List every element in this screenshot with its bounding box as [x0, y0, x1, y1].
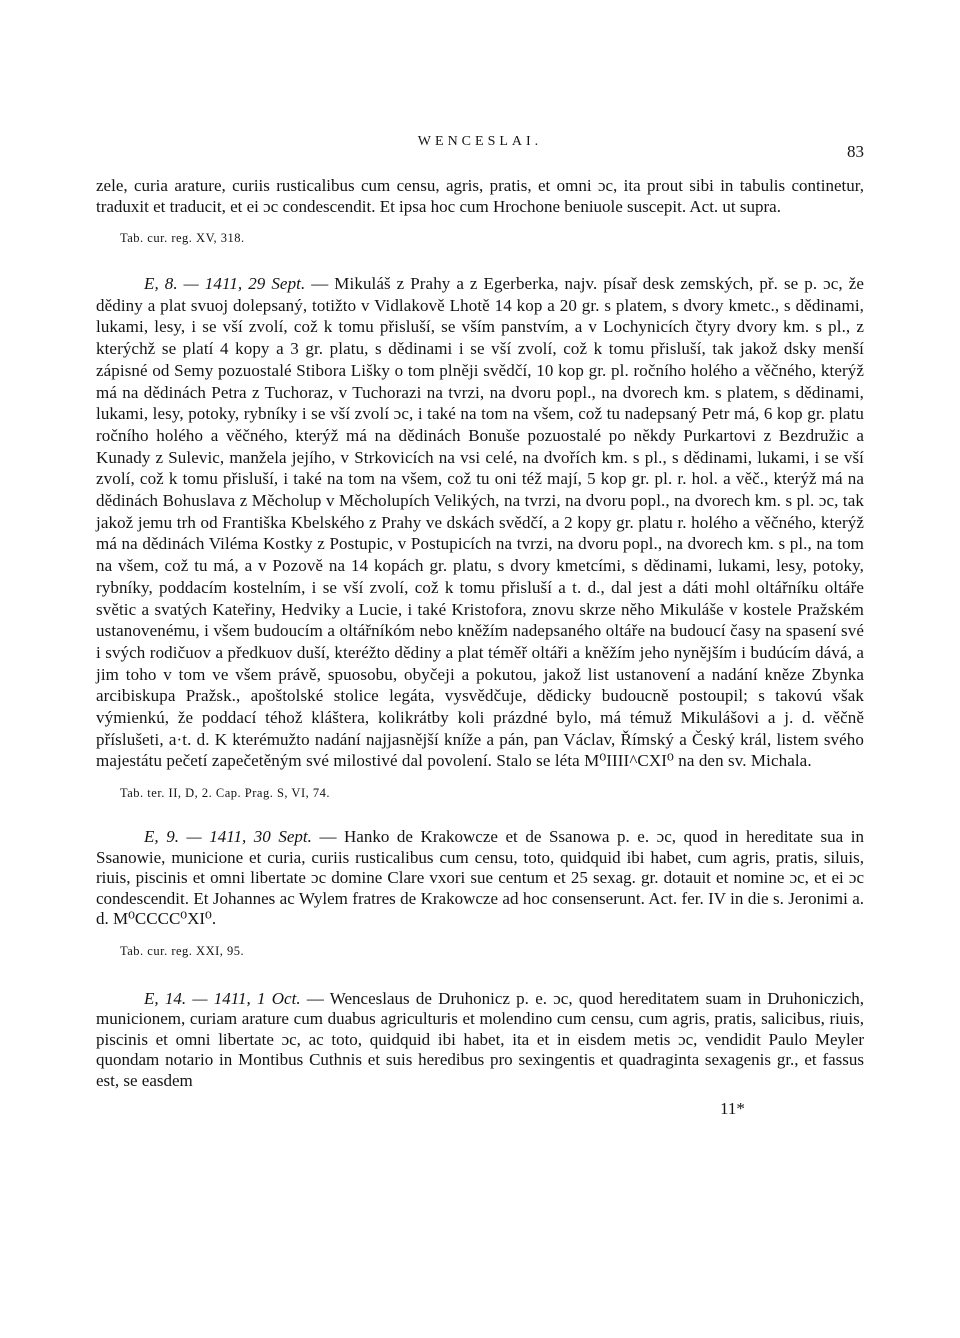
document-page [96, 0, 864, 1338]
entry-heading: E, 14. — 1411, 1 Oct. [144, 988, 301, 1008]
entry-text: — Hanko de Krakowcze et de Ssanowa p. e. ɔc, quod in hereditate sua in Ssanowie, municione et curia, curiis rusticalibus cum censu, toto, quidquid ibi habet, cum agris, pratis, siluis, riuis, piscinis et omni libertate ɔc domine Clare vxori sue centum et 25 sexag. gr. dotauit et nomine ɔc, et ei ɔc condescendit. Et Johannes ac Wylem fratres de Krakowcze ad hoc consenserunt. Act. fer. IV in die s. Jeronimi a. d. M⁰CCCC⁰XI⁰. [96, 827, 864, 929]
page-header [96, 134, 864, 164]
entry-heading: E, 9. — 1411, 30 Sept. [144, 827, 312, 847]
entry-text: — Wenceslaus de Druhonicz p. e. ɔc, quod hereditatem suam in Druhoniczich, municionem, curiam arature cum duabus agriculturis et molendino cum censu, cum agris, pratis, salicibus, riuis, piscinis et omni libertate ɔc, ac toto, quidquid ibi habet, ita et in eisdem metis ɔc, vendidit Paulo Meyler quondam notario in Montibus Cuthnis et suis heredibus pro sexingentis et quadraginta sexagenis gr., et fassus est, se easdem [96, 988, 864, 1090]
source-reference: Tab. cur. reg. XXI, 95. [120, 943, 245, 958]
entry-text: — Mikuláš z Prahy a z Egerberka, najv. písař desk zemských, př. se p. ɔc, že dědiny a plat svuoj dolepsaný, totižto v Vidlakově Lhotě 14 kop a 20 gr. s platem, s dvory kmetc., s dědinami, lukami, lesy, i se vší zvolí, což k tomu přisluší, se vším panstvím, a v Lochynicích čtyry dvory km. s pl., z kterýchž se platí 4 kopy a 3 gr. platu, s dědinami i se vší zvolí, což k tomu přisluší, tak jakož dsky menší zápisné od Semy pozuostalé Stibora Lišky o tom plněji svědčí, 10 kop gr. pl. ročního holého a věčného, kterýž má na dědinách Petra z Tuchoraz, v Tuchorazi na tvrzi, na dvoru popl., na dvorech km. s platem, s dědinami, lukami, lesy, potoky, rybníky i se vší zvolí ɔc, i také na tom na všem, což tu nadepsaný Petr má, 6 kop gr. platu ročního holého a věčného, kterýž má na dědinách Bonuše pozuostalé po někdy Purkartovi z Bezdružic a Kunady z Sulevic, manžela jejího, v Strkovicích na vsi celé, na dvořích km. s pl., s dědinami, lukami, i se vší zvolí, což k tomu přisluší, i také na tom na všem, což tu oni též mají, 5 kop gr. pl. r. hol. a věč., kterýž má na dědinách Bohuslava z Měcholup v Měcholupích Velikých, na tvrzi, na dvoru popl., na dvorech km. s pl. ɔc, tak jakož jemu trh od Františka Kbelského z Prahy ve dskách svědčí, a 2 kopy gr. platu r. holého a věčného, kterýž má na dědinách Viléma Kostky z Postupic, v Postupicích na tvrzi, na dvoru popl., na dvorech km. s pl., na tom na všem, což tu má, a v Pozově na 14 kopách gr. platu, s dvory kmetcími, s dědinami, lukami, lesy, potoky, rybníky, poddacím kostelním, i se vší zvolí, což k tomu přisluší a t. d., dal jest a dáti mohl oltářníku oltáře světic a svatých Kateřiny, Hedviky a Lucie, i také Kristofora, znovu skrze něho Mikuláše v kostele Pražském ustanovenému, i všem budoucím a oltářníkóm nebo kněžím nadepsaného oltáře na budoucí časy na spasení své i svých rodičuov a předkuov duší, kteréžto dědiny a plat téměř oltáři a kněžím jeho nynějším i budúcím dává, a jim toho v tom ve všem právě, spuosobu, obyčeji a pokutou, jakož list ustanovení a nadání kněze Zbynka arcibiskupa Pražsk., apoštolské stolice legáta, vysvědčuje, dědicky budoucně postoupil; s takovú však výmienkú, že poddací téhož kláštera, kolikrátby koli prázdné bylo, má témuž Mikulášovi a j. d. věčně příslušeti, a·t. d. K kterémužto nadání najjasnější kníže a pán, pan Václav, Římský a Český král, listem svého majestátu pečetí zapečetěným své milostivé dal povolení. Stalo se léta M⁰IIII^CXI⁰ na den sv. Michala. [96, 274, 864, 771]
source-reference: Tab. ter. II, D, 2. Cap. Prag. S, VI, 74. [120, 786, 330, 801]
continuation-paragraph: zele, curia arature, curiis rusticalibus cum censu, agris, pratis, et omni ɔc, ita prout sibi in tabulis continetur, traduxit et traducit, et ei ɔc condescendit. Et ipsa hoc cum Hrochone beniuole suscepit. Act. ut supra. [96, 176, 864, 216]
entry-heading: E, 8. — 1411, 29 Sept. [144, 274, 306, 293]
running-title: WENCESLAI. [417, 134, 543, 149]
page-body [96, 176, 864, 1119]
entry-paragraph [96, 827, 864, 930]
page-number: 83 [847, 142, 864, 161]
entry-paragraph [96, 989, 864, 1092]
entry-paragraph [96, 273, 864, 772]
signature-mark: 11* [720, 1099, 745, 1119]
source-reference: Tab. cur. reg. XV, 318. [120, 231, 245, 245]
